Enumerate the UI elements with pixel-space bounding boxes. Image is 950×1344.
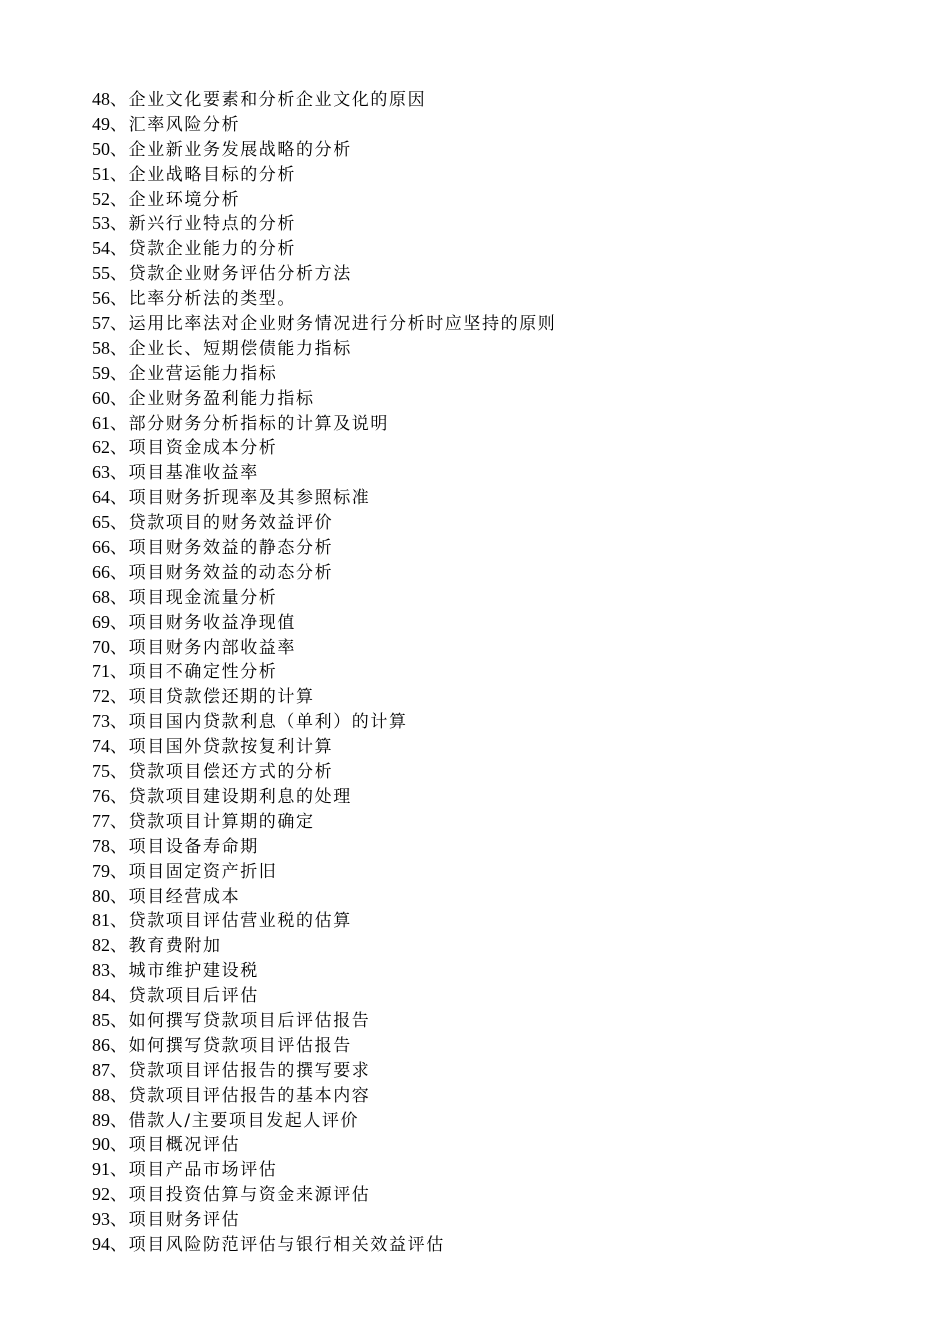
item-text: 、新兴行业特点的分析 xyxy=(110,214,296,235)
item-text: 、城市维护建设税 xyxy=(110,961,259,982)
item-number: 52 xyxy=(92,188,110,209)
item-text: 、项目投资估算与资金来源评估 xyxy=(110,1185,371,1206)
item-text: 、企业文化要素和分析企业文化的原因 xyxy=(110,90,427,110)
item-number: 51 xyxy=(92,163,110,184)
item-text: 、贷款企业财务评估分析方法 xyxy=(110,264,352,285)
item-number: 92 xyxy=(92,1184,110,1205)
list-item xyxy=(92,709,556,734)
item-text: 、项目国外贷款按复利计算 xyxy=(110,737,334,758)
list-item xyxy=(92,236,556,261)
item-number: 79 xyxy=(92,860,110,881)
list-item xyxy=(92,983,556,1008)
item-number: 83 xyxy=(92,960,110,981)
item-text: 、贷款项目评估营业税的估算 xyxy=(110,911,352,932)
item-number: 94 xyxy=(92,1233,110,1254)
item-number: 55 xyxy=(92,263,110,284)
item-text: 、项目财务评估 xyxy=(110,1210,241,1231)
item-text: 、如何撰写贷款项目后评估报告 xyxy=(110,1010,371,1031)
list-item xyxy=(92,759,556,784)
item-text: 、贷款项目评估报告的撰写要求 xyxy=(110,1060,371,1081)
item-text: 、项目财务效益的动态分析 xyxy=(110,562,334,583)
item-number: 86 xyxy=(92,1034,110,1055)
item-number: 63 xyxy=(92,462,110,483)
item-number: 53 xyxy=(92,213,110,234)
list-item xyxy=(92,659,556,684)
list-item xyxy=(92,435,556,460)
item-text: 、项目财务效益的静态分析 xyxy=(110,538,334,559)
list-item xyxy=(92,884,556,909)
item-number: 80 xyxy=(92,885,110,906)
item-number: 62 xyxy=(92,437,110,458)
item-text: 、贷款项目评估报告的基本内容 xyxy=(110,1085,371,1106)
item-text: 、项目国内贷款利息（单利）的计算 xyxy=(110,712,408,733)
item-number: 50 xyxy=(92,138,110,159)
item-text: 、企业新业务发展战略的分析 xyxy=(110,139,352,160)
item-text: 、项目设备寿命期 xyxy=(110,836,259,857)
item-text: 、项目财务收益净现值 xyxy=(110,612,296,633)
item-number: 90 xyxy=(92,1134,110,1155)
item-number: 65 xyxy=(92,512,110,533)
list-item xyxy=(92,286,556,311)
item-number: 59 xyxy=(92,362,110,383)
item-number: 77 xyxy=(92,810,110,831)
list-item xyxy=(92,261,556,286)
item-text: 、项目资金成本分析 xyxy=(110,438,278,459)
item-number: 76 xyxy=(92,785,110,806)
item-number: 81 xyxy=(92,910,110,931)
item-number: 60 xyxy=(92,387,110,408)
item-number: 57 xyxy=(92,313,110,334)
item-text: 、如何撰写贷款项目评估报告 xyxy=(110,1035,352,1056)
item-text: 、贷款企业能力的分析 xyxy=(110,239,296,260)
item-text: 、贷款项目偿还方式的分析 xyxy=(110,762,334,783)
item-number: 54 xyxy=(92,238,110,259)
list-item xyxy=(92,834,556,859)
item-text: 、贷款项目建设期利息的处理 xyxy=(110,786,352,807)
item-number: 91 xyxy=(92,1159,110,1180)
item-text: 、贷款项目后评估 xyxy=(110,986,259,1007)
list-item xyxy=(92,386,556,411)
item-number: 48 xyxy=(92,89,110,109)
list-item xyxy=(92,162,556,187)
item-text: 、贷款项目的财务效益评价 xyxy=(110,513,334,534)
item-number: 68 xyxy=(92,586,110,607)
list-item xyxy=(92,958,556,983)
item-number: 87 xyxy=(92,1059,110,1080)
list-item xyxy=(92,1033,556,1058)
item-number: 58 xyxy=(92,337,110,358)
topic-list xyxy=(92,87,556,1257)
list-item xyxy=(92,510,556,535)
item-text: 、项目现金流量分析 xyxy=(110,587,278,608)
item-number: 74 xyxy=(92,736,110,757)
list-item xyxy=(92,1157,556,1182)
list-item xyxy=(92,933,556,958)
item-number: 66 xyxy=(92,561,110,582)
item-text: 、项目经营成本 xyxy=(110,886,241,907)
list-item xyxy=(92,1132,556,1157)
list-item xyxy=(92,211,556,236)
item-text: 、部分财务分析指标的计算及说明 xyxy=(110,413,389,434)
item-text: 、项目固定资产折旧 xyxy=(110,861,278,882)
list-item xyxy=(92,535,556,560)
item-text: 、借款人/主要项目发起人评价 xyxy=(110,1110,360,1131)
list-item xyxy=(92,187,556,212)
item-number: 56 xyxy=(92,288,110,309)
item-number: 88 xyxy=(92,1084,110,1105)
list-item xyxy=(92,684,556,709)
item-text: 、项目概况评估 xyxy=(110,1135,241,1156)
item-text: 、项目不确定性分析 xyxy=(110,662,278,683)
list-item xyxy=(92,137,556,162)
item-text: 、项目产品市场评估 xyxy=(110,1160,278,1181)
list-item xyxy=(92,1083,556,1108)
item-text: 、教育费附加 xyxy=(110,936,222,957)
item-number: 78 xyxy=(92,835,110,856)
item-number: 72 xyxy=(92,686,110,707)
list-item xyxy=(92,635,556,660)
list-item xyxy=(92,311,556,336)
list-item xyxy=(92,585,556,610)
list-item xyxy=(92,485,556,510)
item-text: 、企业长、短期偿债能力指标 xyxy=(110,338,352,359)
list-item xyxy=(92,809,556,834)
list-item xyxy=(92,610,556,635)
list-item xyxy=(92,1108,556,1133)
item-text: 、项目财务内部收益率 xyxy=(110,637,296,658)
item-text: 、企业战略目标的分析 xyxy=(110,164,296,185)
item-text: 、企业营运能力指标 xyxy=(110,363,278,384)
item-text: 、汇率风险分析 xyxy=(110,114,241,135)
item-number: 70 xyxy=(92,636,110,657)
item-text: 、项目基准收益率 xyxy=(110,463,259,484)
item-number: 93 xyxy=(92,1209,110,1230)
item-number: 75 xyxy=(92,761,110,782)
item-text: 、比率分析法的类型。 xyxy=(110,289,296,310)
item-text: 、运用比率法对企业财务情况进行分析时应坚持的原则 xyxy=(110,314,557,335)
item-number: 89 xyxy=(92,1109,110,1130)
item-text: 、企业财务盈利能力指标 xyxy=(110,388,315,409)
item-number: 61 xyxy=(92,412,110,433)
list-item xyxy=(92,460,556,485)
list-item xyxy=(92,112,556,137)
list-item xyxy=(92,361,556,386)
list-item xyxy=(92,1232,556,1257)
list-item xyxy=(92,411,556,436)
item-number: 49 xyxy=(92,113,110,134)
item-number: 71 xyxy=(92,661,110,682)
item-number: 73 xyxy=(92,711,110,732)
list-item xyxy=(92,1058,556,1083)
item-text: 、项目风险防范评估与银行相关效益评估 xyxy=(110,1234,445,1255)
list-item xyxy=(92,734,556,759)
item-number: 69 xyxy=(92,611,110,632)
item-number: 84 xyxy=(92,985,110,1006)
item-text: 、贷款项目计算期的确定 xyxy=(110,811,315,832)
list-item xyxy=(92,859,556,884)
item-number: 66 xyxy=(92,537,110,558)
item-number: 82 xyxy=(92,935,110,956)
list-item xyxy=(92,784,556,809)
list-item xyxy=(92,560,556,585)
list-item xyxy=(92,1008,556,1033)
list-item xyxy=(92,1182,556,1207)
list-item xyxy=(92,87,556,112)
item-text: 、企业环境分析 xyxy=(110,189,241,210)
item-number: 64 xyxy=(92,487,110,508)
item-text: 、项目财务折现率及其参照标准 xyxy=(110,488,371,509)
list-item xyxy=(92,908,556,933)
list-item xyxy=(92,336,556,361)
list-item xyxy=(92,1207,556,1232)
item-text: 、项目贷款偿还期的计算 xyxy=(110,687,315,708)
item-number: 85 xyxy=(92,1009,110,1030)
